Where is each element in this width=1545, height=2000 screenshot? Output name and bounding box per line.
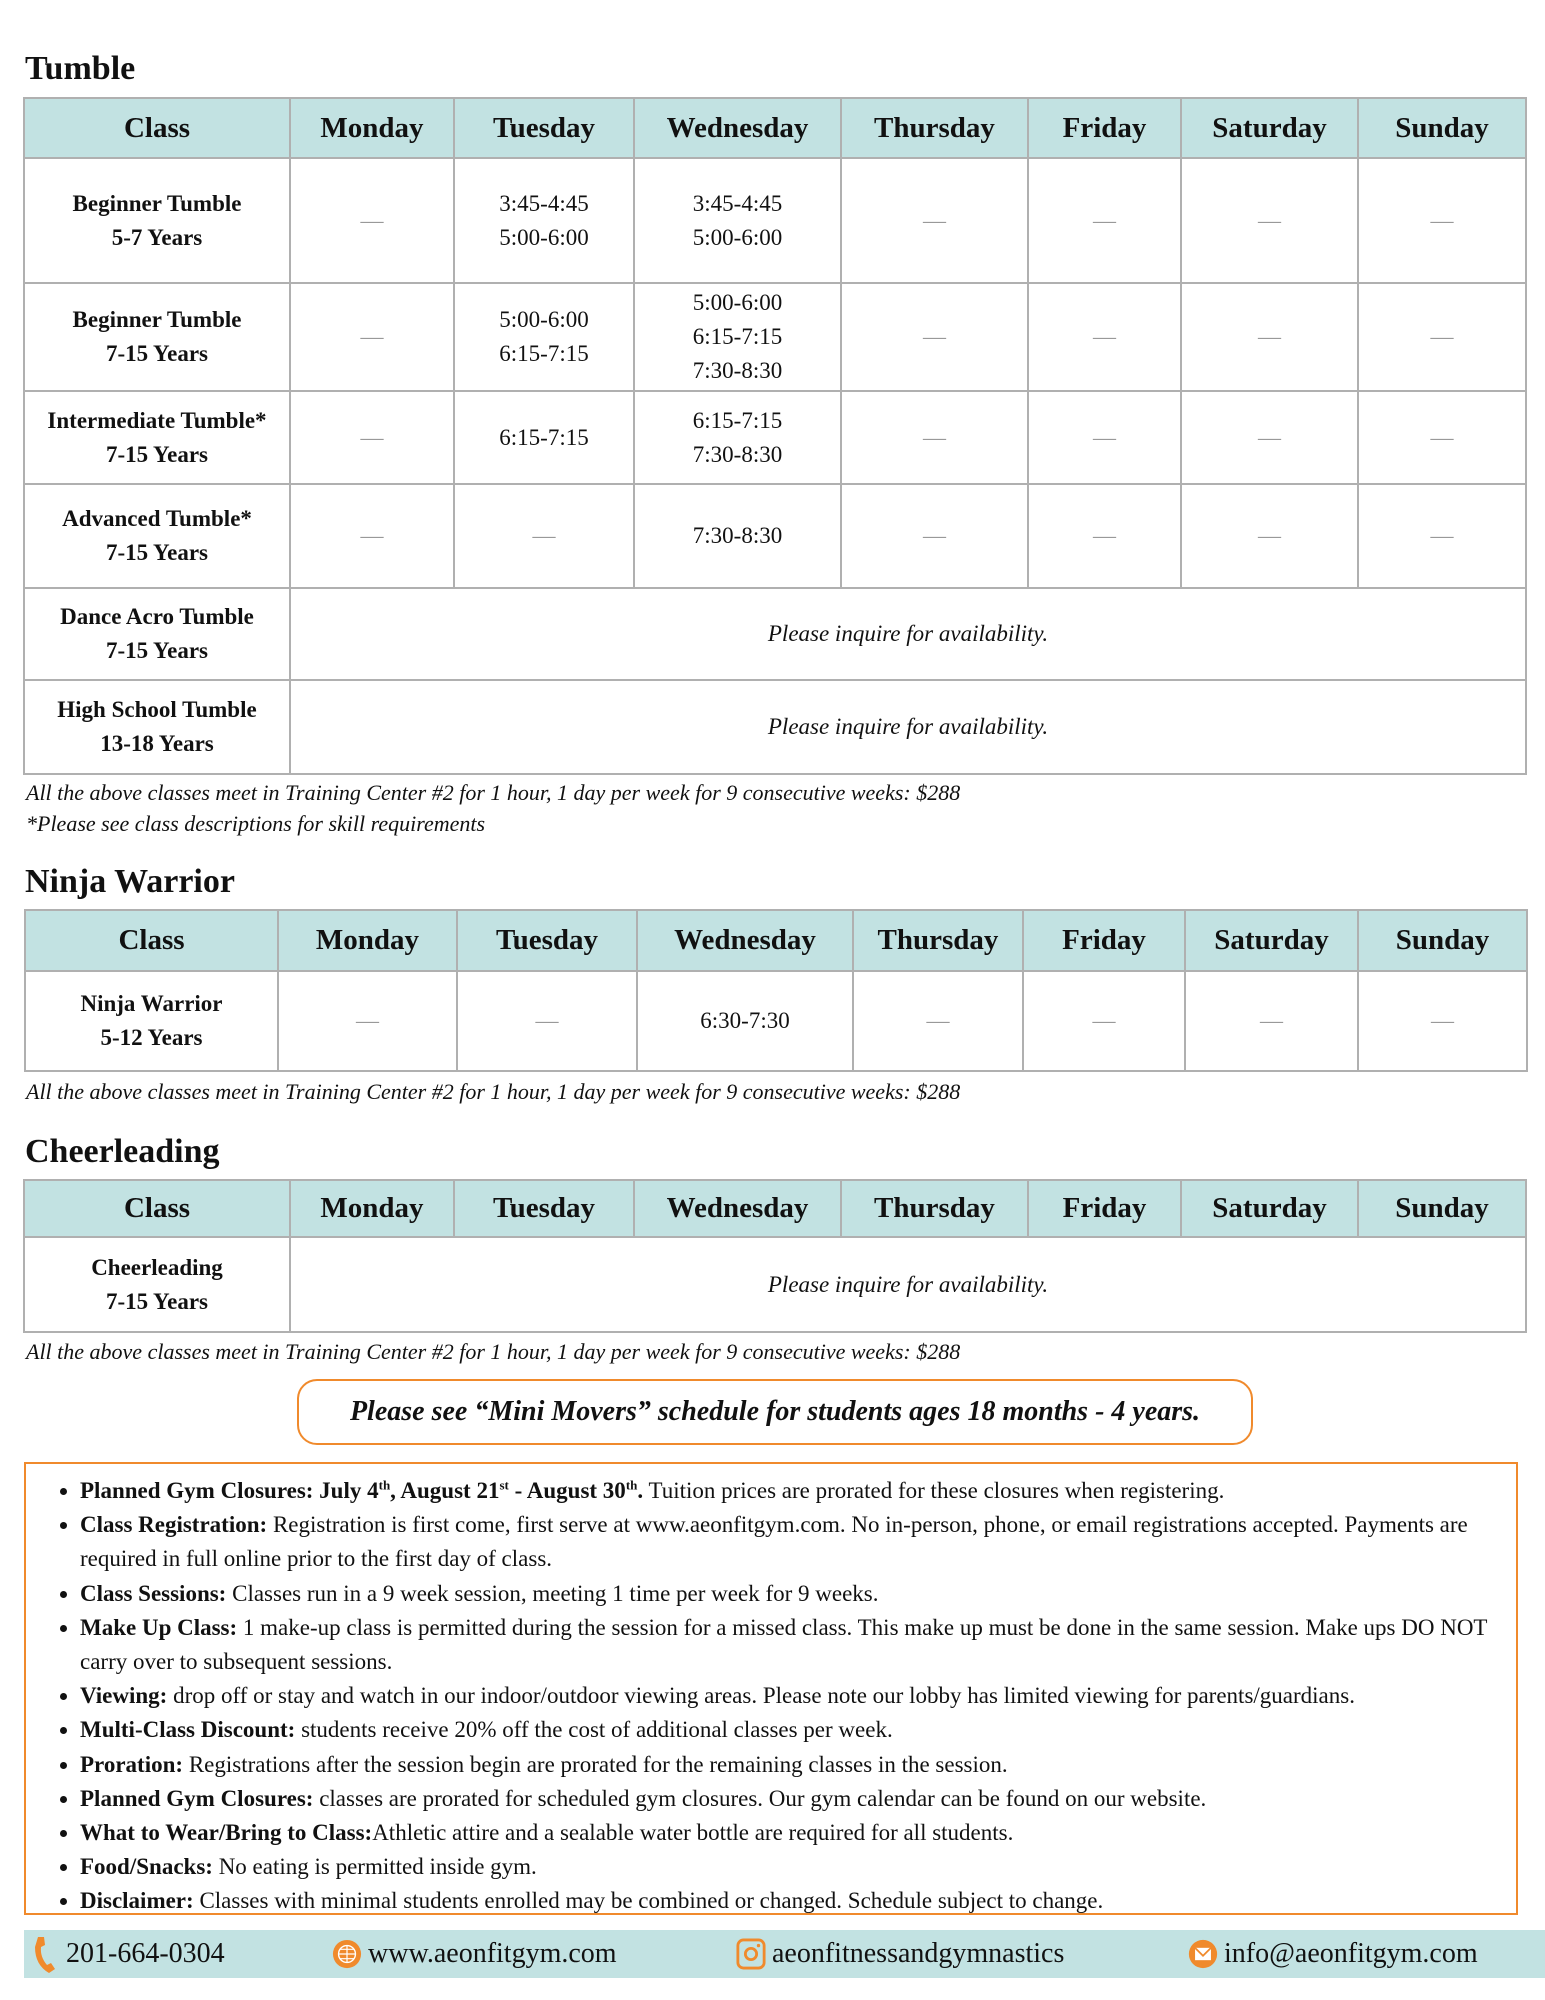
tumble-skill-note: *Please see class descriptions for skill requirements	[26, 811, 486, 836]
class-name-cell	[25, 971, 278, 1071]
class-age-range: 5-12 Years	[100, 1025, 203, 1050]
mini-movers-callout: Please see “Mini Movers” schedule for students ages 18 months - 4 years.	[297, 1379, 1253, 1445]
no-class-cell: —	[1358, 283, 1526, 391]
time-slot-cell: 3:45-4:45 5:00-6:00	[454, 158, 634, 283]
policy-item	[80, 1577, 1506, 1611]
class-name-cell	[24, 283, 290, 391]
day-header-monday: Monday	[278, 910, 457, 971]
policy-item	[80, 1713, 1506, 1747]
policy-text: Classes with minimal students enrolled may be combined or changed. Schedule subject to change.	[193, 1888, 1104, 1914]
policy-text: drop off or stay and watch in our indoor/outdoor viewing areas. Please note our lobby has limited viewing for parents/guardians.	[167, 1683, 1355, 1709]
day-header-thursday: Thursday	[841, 1180, 1028, 1237]
no-class-cell: —	[1358, 391, 1526, 484]
class-age-range: 7-15 Years	[106, 540, 208, 565]
table-row	[25, 971, 1527, 1071]
class-name: Dance Acro Tumble	[60, 604, 254, 629]
class-name: High School Tumble	[57, 697, 257, 722]
no-class-cell: —	[1181, 158, 1358, 283]
class-age-range: 5-7 Years	[111, 224, 203, 250]
policy-text: 1 make-up class is permitted during the session for a missed class. This make up must be done in the same session. Make ups DO NOT carry over to subsequent sessions.	[80, 1614, 1488, 1675]
no-class-cell: —	[1028, 391, 1181, 484]
tumble-heading: Tumble	[25, 50, 136, 87]
no-class-cell: —	[841, 484, 1028, 588]
policy-item	[80, 1611, 1506, 1679]
time-slot-cell: 5:00-6:00 6:15-7:15	[454, 283, 634, 391]
policy-label: Multi-Class Discount:	[80, 1717, 296, 1743]
phone-contact[interactable]	[30, 1930, 225, 1978]
day-header-tuesday: Tuesday	[457, 910, 637, 971]
no-class-cell: —	[1181, 484, 1358, 588]
class-name: Advanced Tumble*	[62, 506, 252, 531]
email-address: info@aeonfitgym.com	[1224, 1938, 1478, 1969]
table-row	[24, 680, 1526, 774]
no-class-cell: —	[1028, 158, 1181, 283]
day-header-tuesday: Tuesday	[454, 98, 634, 158]
class-column-header: Class	[25, 910, 278, 971]
day-header-saturday: Saturday	[1181, 1180, 1358, 1237]
class-name: Beginner Tumble	[72, 307, 242, 332]
policy-label: Proration:	[80, 1751, 184, 1777]
email-link[interactable]	[1188, 1930, 1478, 1978]
no-class-cell: —	[290, 158, 454, 283]
cheer-heading: Cheerleading	[25, 1133, 220, 1170]
policy-text: No eating is permitted inside gym.	[212, 1854, 537, 1880]
policies-box	[24, 1462, 1518, 1915]
day-header-saturday: Saturday	[1181, 98, 1358, 158]
policy-label: Class Sessions:	[80, 1580, 227, 1606]
day-header-tuesday: Tuesday	[454, 1180, 634, 1237]
ninja-schedule-table	[24, 909, 1528, 1072]
policy-label: Disclaimer:	[80, 1888, 194, 1914]
day-header-thursday: Thursday	[841, 98, 1028, 158]
policy-label: Planned Gym Closures:	[80, 1785, 314, 1811]
tumble-note: All the above classes meet in Training Center #2 for 1 hour, 1 day per week for 9 consecutive weeks: $288	[26, 780, 961, 805]
policy-closures: • Planned Gym Closures: July 4th, August 21st - August 30th. Tuition prices are prorated for these closures when registering.	[80, 1474, 1506, 1508]
tumble-schedule-table	[23, 97, 1527, 775]
day-header-friday: Friday	[1028, 1180, 1181, 1237]
email-icon	[1188, 1937, 1218, 1971]
class-name: Intermediate Tumble*	[47, 407, 267, 433]
day-header-wednesday: Wednesday	[634, 98, 841, 158]
ninja-heading: Ninja Warrior	[25, 863, 235, 900]
class-age-range: 7-15 Years	[106, 441, 208, 467]
class-name: Beginner Tumble	[72, 190, 242, 216]
policy-text: students receive 20% off the cost of additional classes per week.	[295, 1717, 893, 1743]
class-name-cell	[24, 588, 290, 680]
no-class-cell: —	[1028, 283, 1181, 391]
website-link[interactable]	[332, 1930, 617, 1978]
day-header-wednesday: Wednesday	[634, 1180, 841, 1237]
policy-item	[80, 1508, 1506, 1576]
no-class-cell: —	[1023, 971, 1185, 1071]
no-class-cell: —	[1181, 283, 1358, 391]
instagram-link[interactable]	[736, 1930, 1064, 1978]
time-slot-cell: 6:30-7:30	[637, 971, 853, 1071]
no-class-cell: —	[1185, 971, 1358, 1071]
availability-note: Please inquire for availability.	[290, 1237, 1526, 1332]
no-class-cell: —	[457, 971, 637, 1071]
time-slot-cell: 3:45-4:45 5:00-6:00	[634, 158, 841, 283]
day-header-sunday: Sunday	[1358, 910, 1527, 971]
no-class-cell: —	[290, 283, 454, 391]
phone-number: 201-664-0304	[66, 1938, 225, 1969]
class-age-range: 7-15 Years	[106, 638, 208, 663]
policy-label: Class Registration:	[80, 1512, 268, 1538]
availability-note: Please inquire for availability.	[290, 680, 1526, 774]
day-header-friday: Friday	[1023, 910, 1185, 971]
globe-icon	[332, 1937, 362, 1971]
class-name: Ninja Warrior	[80, 991, 223, 1016]
time-slot-cell: 6:15-7:15	[454, 391, 634, 484]
table-row	[24, 391, 1526, 484]
policy-text: classes are prorated for scheduled gym closures. Our gym calendar can be found on our website.	[313, 1785, 1207, 1811]
policy-item	[80, 1782, 1506, 1816]
day-header-sunday: Sunday	[1358, 98, 1526, 158]
policy-item	[80, 1748, 1506, 1782]
instagram-handle: aeonfitnessandgymnastics	[772, 1938, 1065, 1969]
class-column-header: Class	[24, 1180, 290, 1237]
no-class-cell: —	[1358, 158, 1526, 283]
class-column-header: Class	[24, 98, 290, 158]
policy-item	[80, 1679, 1506, 1713]
no-class-cell: —	[454, 484, 634, 588]
policy-text: Registration is first come, first serve at www.aeonfitgym.com. No in-person, phone, or email registrations accepted. Payments are required in full online prior to the first day of class.	[80, 1512, 1468, 1572]
contact-footer	[24, 1930, 1545, 1978]
policy-item	[80, 1850, 1506, 1884]
no-class-cell: —	[841, 158, 1028, 283]
day-header-wednesday: Wednesday	[637, 910, 853, 971]
policy-label: Viewing:	[80, 1683, 168, 1709]
no-class-cell: —	[290, 484, 454, 588]
day-header-friday: Friday	[1028, 98, 1181, 158]
policy-label: Make Up Class:	[80, 1614, 238, 1640]
class-name-cell	[24, 1237, 290, 1332]
no-class-cell: —	[290, 391, 454, 484]
class-age-range: 7-15 Years	[106, 341, 208, 366]
no-class-cell: —	[853, 971, 1023, 1071]
cheer-schedule-table	[23, 1179, 1527, 1333]
class-age-range: 7-15 Years	[106, 1288, 208, 1314]
no-class-cell: —	[841, 391, 1028, 484]
no-class-cell: —	[278, 971, 457, 1071]
class-name: Cheerleading	[91, 1254, 223, 1280]
no-class-cell: —	[1358, 484, 1526, 588]
class-name-cell	[24, 391, 290, 484]
table-row	[24, 158, 1526, 283]
table-row	[24, 588, 1526, 680]
policy-label: What to Wear/Bring to Class:	[80, 1820, 373, 1846]
class-age-range: 13-18 Years	[100, 731, 214, 756]
day-header-monday: Monday	[290, 98, 454, 158]
policy-item	[80, 1816, 1506, 1850]
policy-item	[80, 1884, 1506, 1918]
no-class-cell: —	[1028, 484, 1181, 588]
policy-label: Food/Snacks:	[80, 1854, 213, 1880]
time-slot-cell: 6:15-7:15 7:30-8:30	[634, 391, 841, 484]
policy-text: Athletic attire and a sealable water bottle are required for all students.	[372, 1820, 1014, 1846]
ninja-note: All the above classes meet in Training Center #2 for 1 hour, 1 day per week for 9 consecutive weeks: $288	[26, 1079, 961, 1104]
table-row	[24, 1237, 1526, 1332]
day-header-saturday: Saturday	[1185, 910, 1358, 971]
class-name-cell	[24, 680, 290, 774]
class-name-cell	[24, 484, 290, 588]
class-name-cell	[24, 158, 290, 283]
time-slot-cell: 5:00-6:00 6:15-7:15 7:30-8:30	[634, 283, 841, 391]
website-text: www.aeonfitgym.com	[368, 1938, 617, 1969]
day-header-thursday: Thursday	[853, 910, 1023, 971]
table-row	[24, 283, 1526, 391]
phone-icon	[30, 1937, 60, 1971]
day-header-monday: Monday	[290, 1180, 454, 1237]
time-slot-cell: 7:30-8:30	[634, 484, 841, 588]
instagram-icon	[736, 1937, 766, 1971]
policy-text: Registrations after the session begin are prorated for the remaining classes in the session.	[183, 1751, 1008, 1777]
no-class-cell: —	[1181, 391, 1358, 484]
day-header-sunday: Sunday	[1358, 1180, 1526, 1237]
availability-note: Please inquire for availability.	[290, 588, 1526, 680]
policy-text: Classes run in a 9 week session, meeting 1 time per week for 9 weeks.	[226, 1580, 879, 1606]
no-class-cell: —	[1358, 971, 1527, 1071]
no-class-cell: —	[841, 283, 1028, 391]
cheer-note: All the above classes meet in Training Center #2 for 1 hour, 1 day per week for 9 consecutive weeks: $288	[26, 1339, 961, 1364]
table-row	[24, 484, 1526, 588]
